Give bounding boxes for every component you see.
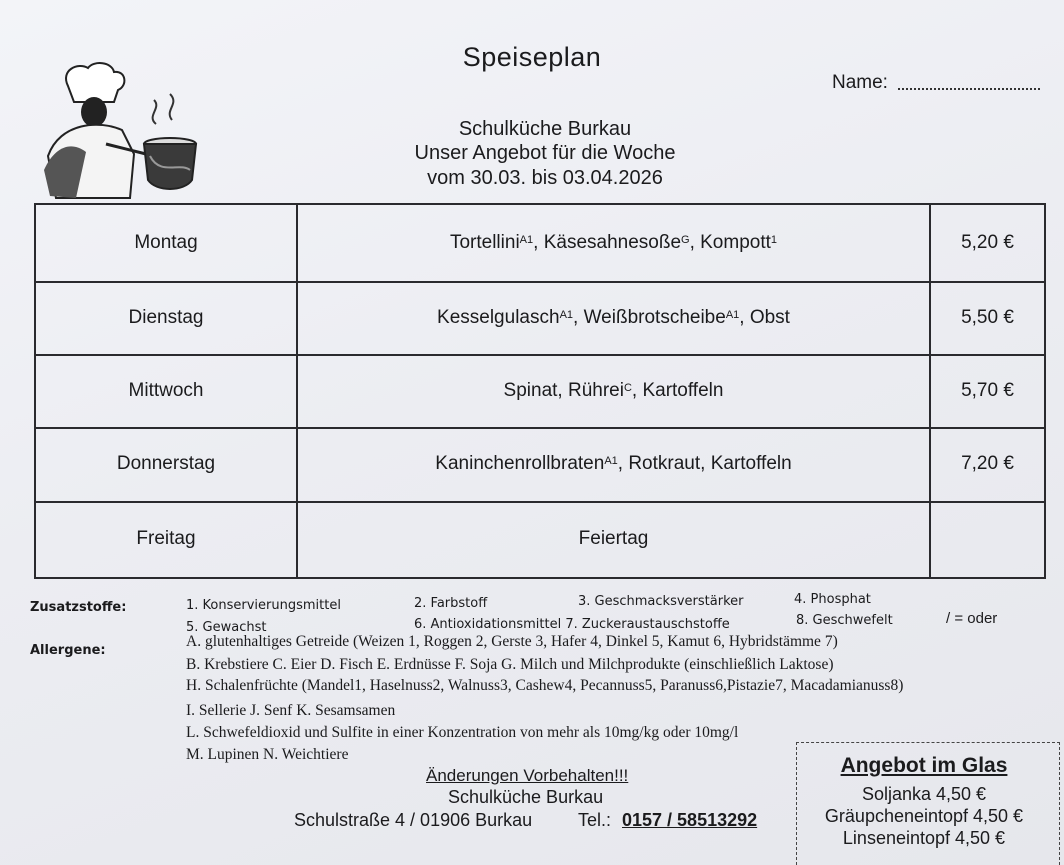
menu-table bbox=[34, 203, 1046, 579]
zusatzstoff-item: 8. Geschwefelt bbox=[796, 613, 893, 628]
dish-cell: Spinat, Rührei $^C$ , Kartoffeln bbox=[296, 354, 929, 429]
dish-cell: Feiertag bbox=[296, 501, 929, 579]
allergen-line: B. Krebstiere C. Eier D. Fisch E. Erdnüsse F. Soja G. Milch und Milchprodukte (einschließlich Laktose) bbox=[186, 656, 834, 673]
glas-item: Gräupcheneintopf 4,50 € bbox=[824, 806, 1024, 826]
zusatzstoff-item: / = oder bbox=[946, 610, 998, 627]
page-title: Speiseplan bbox=[462, 42, 602, 72]
allergen-line: L. Schwefeldioxid und Sulfite in einer Konzentration von mehr als 10mg/kg oder 10mg/l bbox=[186, 724, 739, 741]
allergen-line: A. glutenhaltiges Getreide (Weizen 1, Roggen 2, Gerste 3, Hafer 4, Dinkel 5, Kamut 6, Hybridstämme 7) bbox=[186, 633, 838, 650]
dish-cell: Kaninchenrollbraten $^{A1}$ , Rotkraut, Kartoffeln bbox=[296, 427, 929, 503]
zusatzstoff-item: 3. Geschmacksverstärker bbox=[578, 594, 744, 609]
glas-title: Angebot im Glas bbox=[840, 754, 1008, 777]
changes-notice: Änderungen Vorbehalten!!! bbox=[426, 766, 629, 785]
day-cell: Dienstag bbox=[34, 281, 296, 356]
day-cell: Freitag bbox=[34, 501, 296, 579]
dish-cell: Tortellini $^{A1}$ , Käsesahnesoße $^G$ , Kompott $^1$ bbox=[296, 203, 929, 283]
menu-row-mittwoch bbox=[34, 354, 1046, 429]
price-cell: 7,20 € bbox=[929, 427, 1046, 503]
menu-row-dienstag bbox=[34, 281, 1046, 356]
allergen-line: M. Lupinen N. Weichtiere bbox=[186, 746, 349, 763]
name-label: Name: bbox=[832, 72, 888, 93]
menu-row-donnerstag bbox=[34, 427, 1046, 503]
price-cell: 5,70 € bbox=[929, 354, 1046, 429]
zusatzstoff-item: 4. Phosphat bbox=[794, 592, 871, 607]
menu-row-montag bbox=[34, 203, 1046, 283]
zusatzstoff-item: 6. Antioxidationsmittel 7. Zuckeraustauschstoffe bbox=[414, 617, 730, 632]
zusatzstoff-item: 1. Konservierungsmittel bbox=[186, 598, 341, 613]
price-cell: 5,50 € bbox=[929, 281, 1046, 356]
footer-kitchen: Schulküche Burkau bbox=[448, 787, 604, 807]
day-cell: Donnerstag bbox=[34, 427, 296, 503]
chef-illustration bbox=[30, 58, 205, 208]
date-range: vom 30.03. bis 03.04.2026 bbox=[427, 167, 663, 189]
allergen-line: H. Schalenfrüchte (Mandel1, Haselnuss2, Walnuss3, Cashew4, Pecannuss5, Paranuss6,Pistazie7, Macadamianuss8) bbox=[186, 677, 904, 694]
offer-line: Unser Angebot für die Woche bbox=[414, 142, 676, 164]
day-cell: Montag bbox=[34, 203, 296, 283]
price-cell: 5,20 € bbox=[929, 203, 1046, 283]
footer-address: Schulstraße 4 / 01906 Burkau bbox=[294, 810, 533, 830]
menu-row-freitag bbox=[34, 501, 1046, 579]
day-cell: Mittwoch bbox=[34, 354, 296, 429]
kitchen-name: Schulküche Burkau bbox=[458, 118, 632, 140]
name-field[interactable] bbox=[898, 88, 1040, 90]
allergene-label: Allergene: bbox=[30, 643, 106, 658]
footer-phone: 0157 / 58513292 bbox=[622, 810, 758, 830]
glas-item: Soljanka 4,50 € bbox=[861, 784, 987, 804]
glas-item: Linseneintopf 4,50 € bbox=[842, 828, 1006, 848]
zusatzstoff-item: 5. Gewachst bbox=[186, 620, 267, 635]
price-cell bbox=[929, 501, 1046, 579]
dish-cell: Kesselgulasch $^{A1}$ , Weißbrotscheibe $^{A1}$ , Obst bbox=[296, 281, 929, 356]
footer-tel-label: Tel.: bbox=[578, 810, 612, 830]
zusatzstoff-item: 2. Farbstoff bbox=[414, 596, 488, 611]
allergen-line: I. Sellerie J. Senf K. Sesamsamen bbox=[186, 702, 396, 719]
zusatzstoffe-label: Zusatzstoffe: bbox=[30, 600, 127, 615]
